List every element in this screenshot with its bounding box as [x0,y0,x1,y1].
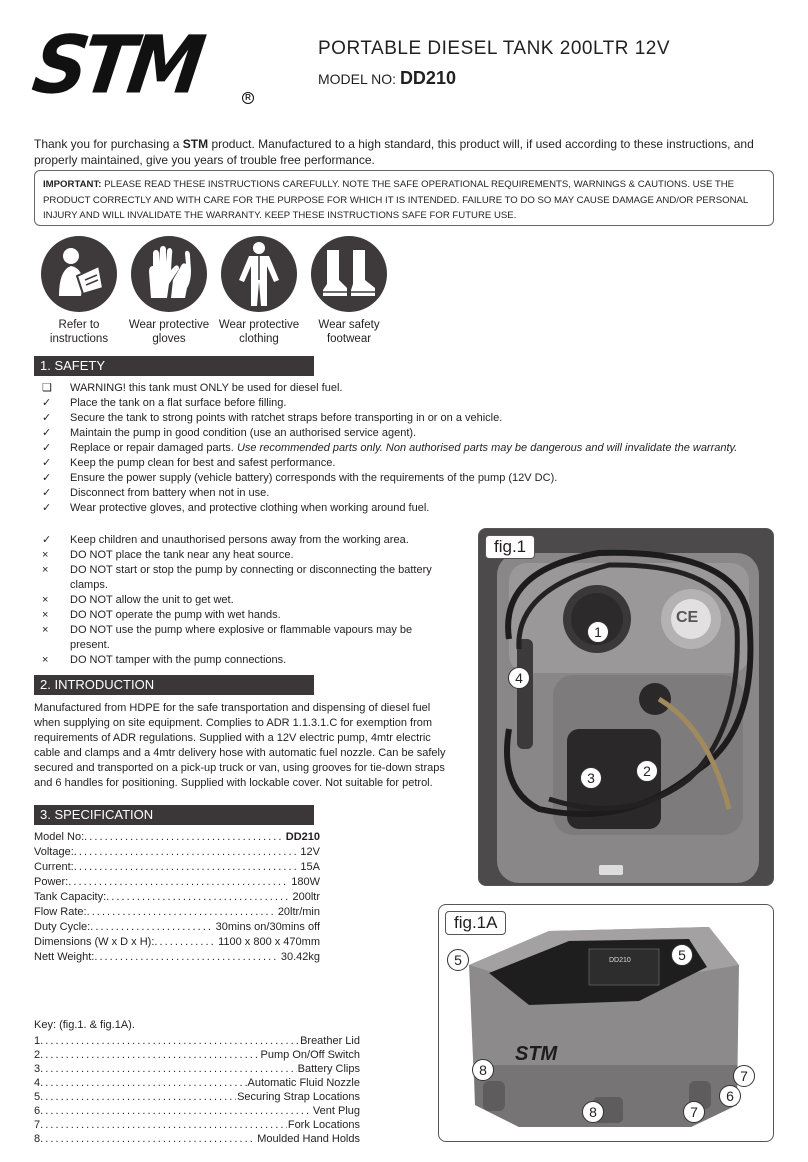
check-icon: ✓ [42,412,52,424]
page-title: PORTABLE DIESEL TANK 200LTR 12V [318,38,671,59]
check-icon: ✓ [42,534,52,546]
list-item: ✓ Ensure the power supply (vehicle battery) corresponds with the requirements of the pump (12V DC). [42,472,558,484]
important-label: IMPORTANT: [43,179,102,190]
intro-before: Thank you for purchasing a [34,137,180,151]
callout-5-right: 5 [671,944,693,966]
intro-paragraph [34,136,774,168]
spec-row: Duty Cycle: . . . 30mins on/30mins off [34,920,320,935]
key-row: 7 . . . Fork Locations [34,1118,360,1132]
icon-label-line2: clothing [239,333,279,345]
list-item: ✓ Maintain the pump in good condition (use an authorised service agent). [42,427,417,439]
section-specification-heading: 3. SPECIFICATION [34,805,314,825]
section-introduction-heading: 2. INTRODUCTION [34,675,314,695]
list-item: ✓ Wear protective gloves, and protective clothing when working around fuel. [42,502,430,514]
figure-1a-photo [438,904,774,1142]
list-item: ❑ WARNING! this tank must ONLY be used for diesel fuel. [42,382,343,394]
model-number [318,68,456,89]
list-item: ✓ Disconnect from battery when not in use. [42,487,270,499]
key-row: 1 . . . Breather Lid [34,1034,360,1048]
model-value: DD210 [399,68,456,88]
list-item: × DO NOT use the pump where explosive or flammable vapours may be present. [42,624,413,651]
check-icon: ✓ [42,427,52,439]
lid-label: DD210 [609,957,631,964]
key-row: 2 . . . Pump On/Off Switch [34,1048,360,1062]
spec-row: Voltage: . . . 12V [34,845,320,860]
icon-label-line1: Wear safety [318,319,380,331]
callout-1: 1 [587,621,609,643]
safety-list-2 [34,533,454,668]
spec-row: Current: . . . 15A [34,860,320,875]
specification-table [34,830,320,965]
list-item: ✓ Replace or repair damaged parts. Use recommended parts only. Non authorised parts may be dangerous and will invalidate the warranty. [42,442,738,454]
cross-icon: × [42,594,49,606]
key-row: 5 . . . Securing Strap Locations [34,1090,360,1104]
icon-item-clothing [214,236,304,346]
list-item: ✓ Secure the tank to strong points with ratchet straps before transporting in or on a vehicle. [42,412,503,424]
callout-8-left: 8 [472,1059,494,1081]
callout-7-bottom: 7 [683,1101,705,1123]
key-title: Key: (fig.1. & fig.1A). [34,1019,135,1031]
spec-row: Power: . . . 180W [34,875,320,890]
footwear-icon [311,236,387,312]
spec-row: Tank Capacity: . . . 200ltr [34,890,320,905]
tank-logo: STM [515,1043,558,1065]
icon-label-line1: Refer to [58,319,100,331]
figure-1-photo [478,528,774,886]
list-item: ✓ Place the tank on a flat surface before filling. [42,397,287,409]
refer-to-instructions-icon [41,236,117,312]
ce-mark: CE [676,609,699,626]
icon-item-refer [34,236,124,346]
icon-label-line2: instructions [49,333,109,345]
callout-2: 2 [636,760,658,782]
spec-row: Model No: . . . DD210 [34,830,320,845]
list-item: × DO NOT place the tank near any heat source. [42,549,294,561]
list-item: × DO NOT start or stop the pump by connecting or disconnecting the battery clamps. [42,564,432,591]
intro-brand: STM [182,137,209,151]
safety-list-1 [34,381,774,516]
icon-item-gloves [124,236,214,346]
figure-1-label: fig.1 [485,535,535,559]
check-icon: ✓ [42,487,52,499]
callout-4: 4 [508,667,530,689]
cross-icon: × [42,624,49,636]
important-text: PLEASE READ THESE INSTRUCTIONS CAREFULLY. NOTE THE SAFE OPERATIONAL REQUIREMENTS, WARNINGS & CAUTIONS. USE THE PRODUCT CORRECTLY AND WITH CARE FOR THE PURPOSE FOR WHICH IT IS INTENDED. FAILURE TO DO SO MAY CAUSE DAMAGE AND/OR PERSONAL INJURY AND WILL INVALIDATE THE WARRANTY. KEEP THESE INSTRUCTIONS SAFE FOR FUTURE USE. [43,179,748,221]
key-row: 8 . . . Moulded Hand Holds [34,1132,360,1146]
spec-row: Nett Weight: . . . 30.42kg [34,950,320,965]
list-item: × DO NOT allow the unit to get wet. [42,594,234,606]
check-icon: ✓ [42,397,52,409]
spec-row: Flow Rate: . . . 20ltr/min [34,905,320,920]
list-item: × DO NOT tamper with the pump connections. [42,654,287,666]
cross-icon: × [42,549,49,561]
important-notice [34,170,774,226]
check-icon: ✓ [42,502,52,514]
key-row: 3 . . . Battery Clips [34,1062,360,1076]
icon-label-line1: Wear protective [218,319,300,331]
checkbox-icon: ❑ [42,382,52,394]
registered-mark: R [242,92,254,104]
icon-item-footwear [304,236,394,346]
logo-text: STM [27,17,205,112]
callout-7-right: 7 [733,1065,755,1087]
callout-5-left: 5 [447,949,469,971]
safety-icons [34,236,394,348]
intro-after: product. Manufactured to a high standard, this product will, if used according to these instructions, and properly maintained, give you years of trouble free performance. [34,137,754,167]
callout-6: 6 [719,1085,741,1107]
cross-icon: × [42,654,49,666]
list-item: × DO NOT operate the pump with wet hands. [42,609,281,621]
stm-logo [28,14,260,110]
icon-label-line1: Wear protective [128,319,210,331]
figure-key [34,1018,360,1146]
key-row: 6 . . . Vent Plug [34,1104,360,1118]
spec-row: Dimensions (W x D x H): . . . 1100 x 800 x 470mm [34,935,320,950]
figure-1a-label: fig.1A [445,911,506,935]
icon-label-line2: gloves [152,333,186,345]
check-icon: ✓ [42,442,52,454]
clothing-icon [221,236,297,312]
gloves-icon [131,236,207,312]
model-label: MODEL NO: [318,71,397,87]
icon-label-line2: footwear [326,333,372,345]
cross-icon: × [42,564,49,576]
section-safety-heading: 1. SAFETY [34,356,314,376]
list-item: ✓ Keep the pump clean for best and safest performance. [42,457,336,469]
italic-note: Use recommended parts only. Non authorised parts may be dangerous and will invalidate the warranty. [236,442,738,454]
check-icon: ✓ [42,457,52,469]
callout-3: 3 [580,767,602,789]
cross-icon: × [42,609,49,621]
key-row: 4 . . . Automatic Fluid Nozzle [34,1076,360,1090]
check-icon: ✓ [42,472,52,484]
introduction-text: Manufactured from HDPE for the safe transportation and dispensing of diesel fuel when supplying on site equipment. Complies to ADR 1.1.3.1.C for exemption from requirements of ADR regulations. Supplied with a 12V electric pump, 4mtr electric cable and clamps and a 4mtr delivery hose with automatic fuel nozzle. Can be safely secured and transported on a pick-up truck or van, using grooves for tie-down straps and 6 handles for positioning. Supplied with lockable cover. Not suitable for petrol. [34,702,446,789]
callout-8-bottom: 8 [582,1101,604,1123]
list-item: ✓ Keep children and unauthorised persons away from the working area. [42,534,409,546]
